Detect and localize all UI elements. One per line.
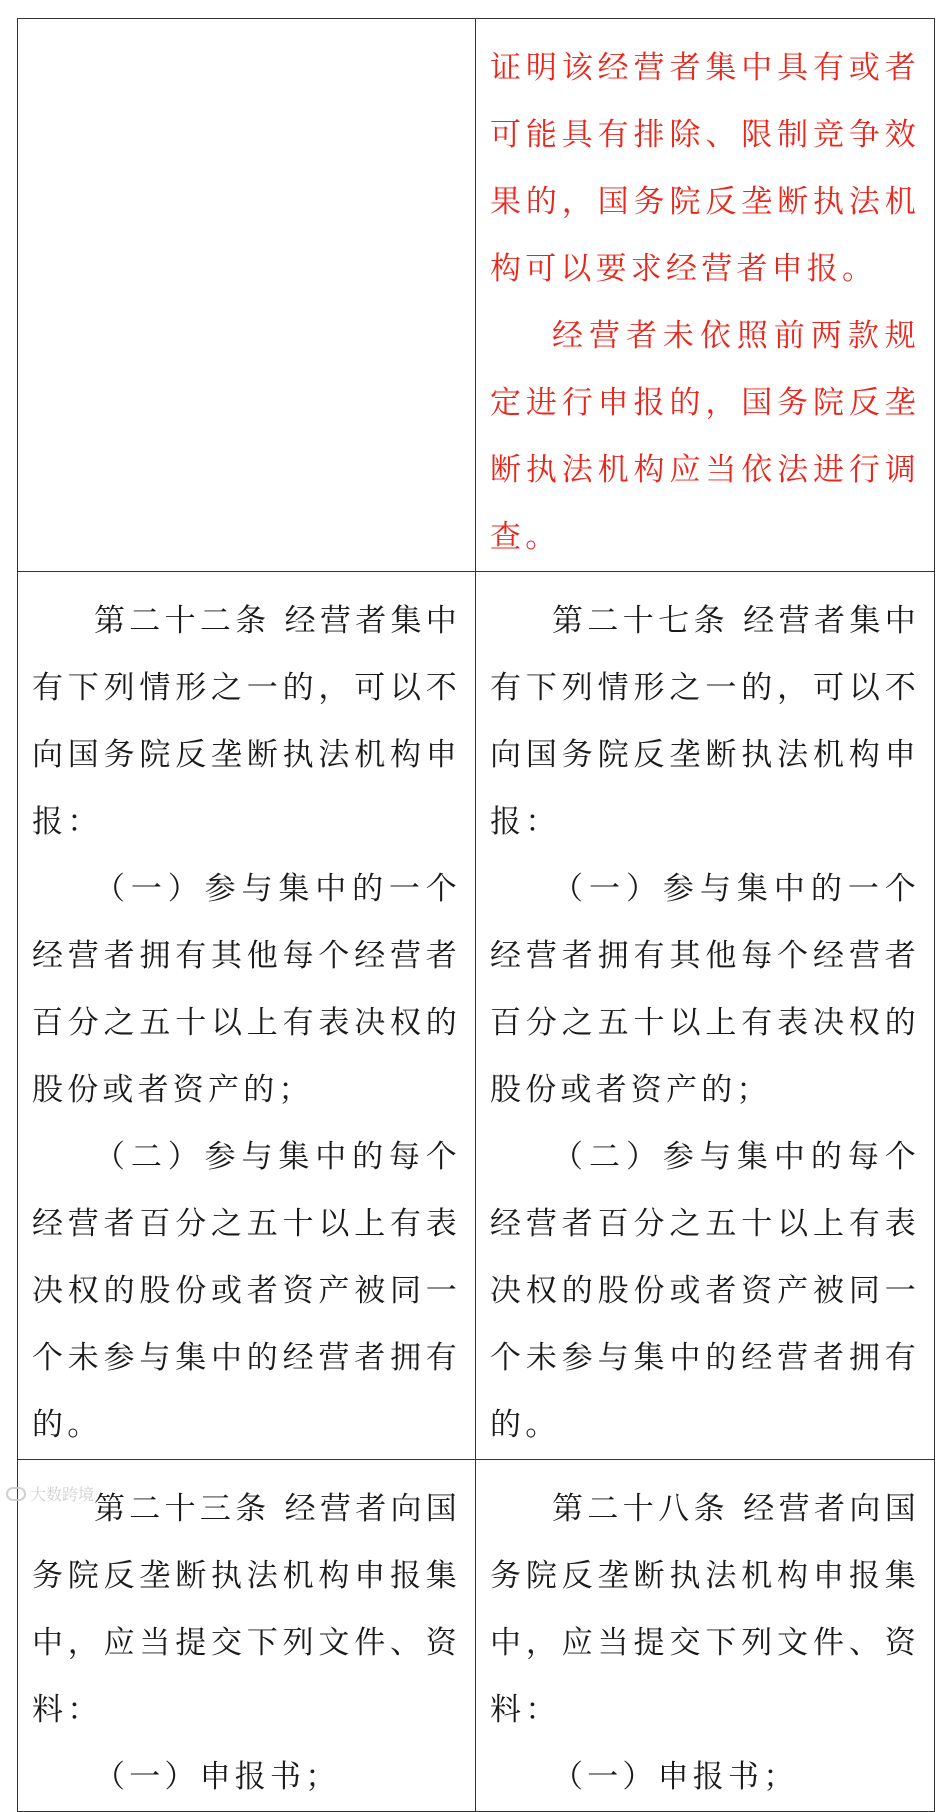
left-cell bbox=[18, 1460, 476, 1812]
watermark bbox=[6, 1482, 94, 1505]
table-row bbox=[18, 19, 935, 572]
article-paragraph: 经营者未依照前两款规定进行申报的，国务院反垄断执法机构应当依法进行调查。 bbox=[490, 318, 920, 555]
left-cell-content bbox=[18, 19, 475, 35]
article-paragraph: 第二十三条 经营者向国务院反垄断执法机构申报集中，应当提交下列文件、资料： bbox=[32, 1491, 461, 1728]
article-paragraph: （一）参与集中的一个经营者拥有其他每个经营者百分之五十以上有表决权的股份或者资产的； bbox=[32, 871, 461, 1108]
article-paragraph: 第二十七条 经营者集中有下列情形之一的，可以不向国务院反垄断执法机构申报： bbox=[490, 603, 920, 840]
article-paragraph: （二）参与集中的每个经营者百分之五十以上有表决权的股份或者资产被同一个未参与集中的经营者拥有的。 bbox=[32, 1139, 461, 1443]
article-paragraph: （一）申报书； bbox=[552, 1759, 799, 1795]
article-paragraph: 第二十八条 经营者向国务院反垄断执法机构申报集中，应当提交下列文件、资料： bbox=[490, 1491, 920, 1728]
left-cell-content bbox=[18, 572, 475, 1459]
right-cell-content bbox=[476, 19, 934, 571]
comparison-table bbox=[17, 18, 935, 1812]
article-paragraph: （二）参与集中的每个经营者百分之五十以上有表决权的股份或者资产被同一个未参与集中的经营者拥有的。 bbox=[490, 1139, 920, 1443]
right-cell-content bbox=[476, 572, 934, 1459]
article-paragraph: （一）参与集中的一个经营者拥有其他每个经营者百分之五十以上有表决权的股份或者资产的； bbox=[490, 871, 920, 1108]
article-paragraph: 第二十二条 经营者集中有下列情形之一的，可以不向国务院反垄断执法机构申报： bbox=[32, 603, 461, 840]
left-cell bbox=[18, 19, 476, 572]
watermark-logo-icon bbox=[6, 1487, 26, 1501]
watermark-text: 大数跨境 bbox=[30, 1485, 95, 1504]
right-cell bbox=[476, 572, 935, 1460]
table-row bbox=[18, 1460, 935, 1812]
left-cell bbox=[18, 572, 476, 1460]
table-row bbox=[18, 572, 935, 1460]
article-paragraph: （一）申报书； bbox=[94, 1759, 341, 1795]
article-paragraph: 证明该经营者集中具有或者可能具有排除、限制竞争效果的，国务院反垄断执法机构可以要求经营者申报。 bbox=[490, 50, 920, 287]
right-cell bbox=[476, 19, 935, 572]
right-cell bbox=[476, 1460, 935, 1812]
